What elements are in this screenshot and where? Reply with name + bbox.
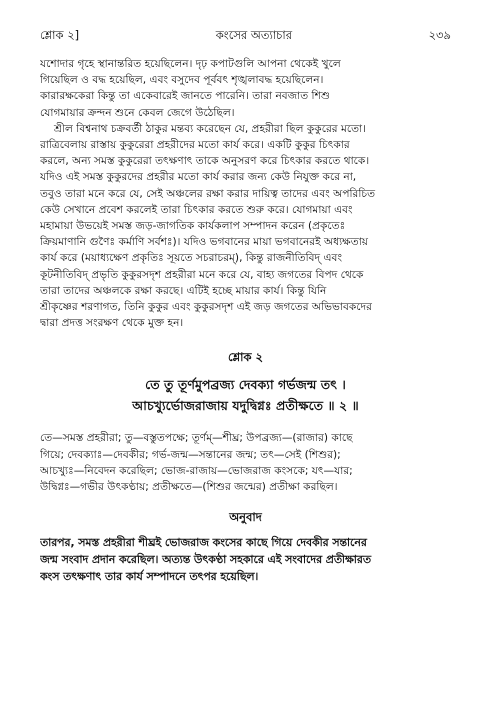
page-number: ২৩৯: [428, 28, 451, 42]
text-line: দ্বারা প্রদত্ত সংরক্ষণ থেকে মুক্ত হন।: [40, 317, 184, 330]
synonym-line: আচখ্যুঃ—নিবেদন করেছিল; ভোজ-রাজায়—ভোজরাজ কংসকে; যৎ—যার;: [40, 464, 353, 477]
purport-paragraph-1: [40, 56, 451, 121]
text-line: কেউ সেখানে প্রবেশ করলেই তারা চিৎকার করতে শুরু করে। যোগমায়া এবং: [40, 203, 353, 216]
purport-paragraph-2: [40, 121, 451, 332]
text-line: যদিও এই সমস্ত কুকুরদের প্রহরীর মতো কার্য করার জন্য কেউ নিযুক্ত করে না,: [40, 171, 357, 184]
synonym-line: তে—সমস্ত প্রহরীরা; তু—বস্তুতপক্ষে; তূর্ণম্—শীঘ্র; উপব্রজ্য—(রাজার) কাছে: [40, 432, 353, 445]
text-line: যোগমায়ার ক্রন্দন শুনে কেবল জেগে উঠেছিল।: [40, 106, 235, 119]
synonym-line: উদ্বিগ্নঃ—গভীর উৎকণ্ঠায়; প্রতীক্ষতে—(শিশুর জন্মের) প্রতীক্ষা করছিল।: [40, 481, 338, 494]
header-chapter-title: কংসের অত্যাচার: [215, 28, 293, 42]
text-line: কার্য করে (ময়াধ্যক্ষেণ প্রকৃতিঃ সূয়তে সচরাচরম্), কিন্তু রাজনীতিবিদ্ এবং: [40, 252, 342, 265]
verse-heading: শ্লোক ২: [227, 350, 264, 365]
text-line: মহামায়া উভয়েই সমস্ত জড়-জাগতিক কার্যকলাপ সম্পাদন করেন (প্রকৃতেঃ: [40, 220, 346, 233]
translation-line: তারপর, সমস্ত প্রহরীরা শীঘ্রই ভোজরাজ কংসের কাছে গিয়ে দেবকীর সন্তানের: [40, 536, 367, 550]
text-line: ক্রিয়মাণানি গুণৈঃ কর্মাণি সর্বশঃ)। যদিও ভগবানের মায়া ভগবানেরই অধ্যক্ষতায়: [40, 236, 369, 249]
word-synonyms: [40, 430, 451, 495]
text-line: রাত্রিবেলায় রাস্তায় কুকুরেরা প্রহরীদের মতো কার্য করে। একটি কুকুর চিৎকার: [40, 139, 350, 152]
verse-text: [40, 374, 451, 416]
text-line: তারা তাদের অঞ্চলকে রক্ষা করছে। এটিই হচ্ছে মায়ার কার্য। কিন্তু যিনি: [40, 284, 327, 297]
text-line: তবুও তারা মনে করে যে, সেই অঞ্চলের রক্ষা করার দায়িত্ব তাদের এবং অপরিচিত: [40, 187, 376, 200]
verse-line-2: আচখ্যুর্ভোজরাজায় যদুদ্বিগ্নঃ প্রতীক্ষতে ॥ ২ ॥: [132, 398, 359, 414]
translation-heading: অনুবাদ: [229, 510, 262, 525]
translation-text: [40, 534, 451, 585]
text-line: কারারক্ষকেরা কিন্তু তা একেবারেই জানতে পারেনি। তারা নবজাত শিশু: [40, 90, 330, 103]
text-line: যশোদার গৃহে স্থানান্তরিত হয়েছিলেন। দৃঢ় কপাটগুলি আপনা থেকেই খুলে: [40, 58, 341, 70]
synonym-line: গিয়ে; দেবক্যাঃ—দেবকীর; গর্ভ-জন্ম—সন্তানের জন্ম; তৎ—সেই (শিশুর);: [40, 448, 341, 461]
verse-line-1: তে তু তূর্ণমুপব্রজ্য দেবক্যা গর্ভজন্ম তৎ ।: [145, 377, 346, 393]
running-header: [40, 28, 451, 42]
text-line: শ্রীকৃষ্ণের শরণাগত, তিনি কুকুর এবং কুকুরসদৃশ এই জড় জগতের অভিভাবকদের: [40, 301, 372, 314]
text-line: কূটনীতিবিদ্ প্রভৃতি কুকুরসদৃশ প্রহরীরা মনে করে যে, বাহ্য জগতের বিপদ থেকে: [40, 268, 364, 281]
header-verse-ref: শ্লোক ২]: [40, 28, 80, 42]
text-line: গিয়েছিল ও বদ্ধ হয়েছিল, এবং বসুদেব পূর্ববৎ শৃঙ্খলাবদ্ধ হয়েছিলেন।: [40, 74, 324, 87]
translation-line: জন্ম সংবাদ প্রদান করেছিল। অত্যন্ত উৎকণ্ঠা সহকারে এই সংবাদের প্রতীক্ষারত: [40, 553, 371, 567]
text-line: করলে, অন্য সমস্ত কুকুরেরা তৎক্ষণাৎ তাকে অনুসরণ করে চিৎকার করতে থাকে।: [40, 155, 370, 168]
text-line: শ্রীল বিশ্বনাথ চক্রবর্তী ঠাকুর মন্তব্য করেছেন যে, প্রহরীরা ছিল কুকুরের মতো।: [54, 122, 366, 135]
translation-line: কংস তৎক্ষণাৎ তার কার্য সম্পাদনে তৎপর হয়েছিল।: [40, 570, 259, 584]
